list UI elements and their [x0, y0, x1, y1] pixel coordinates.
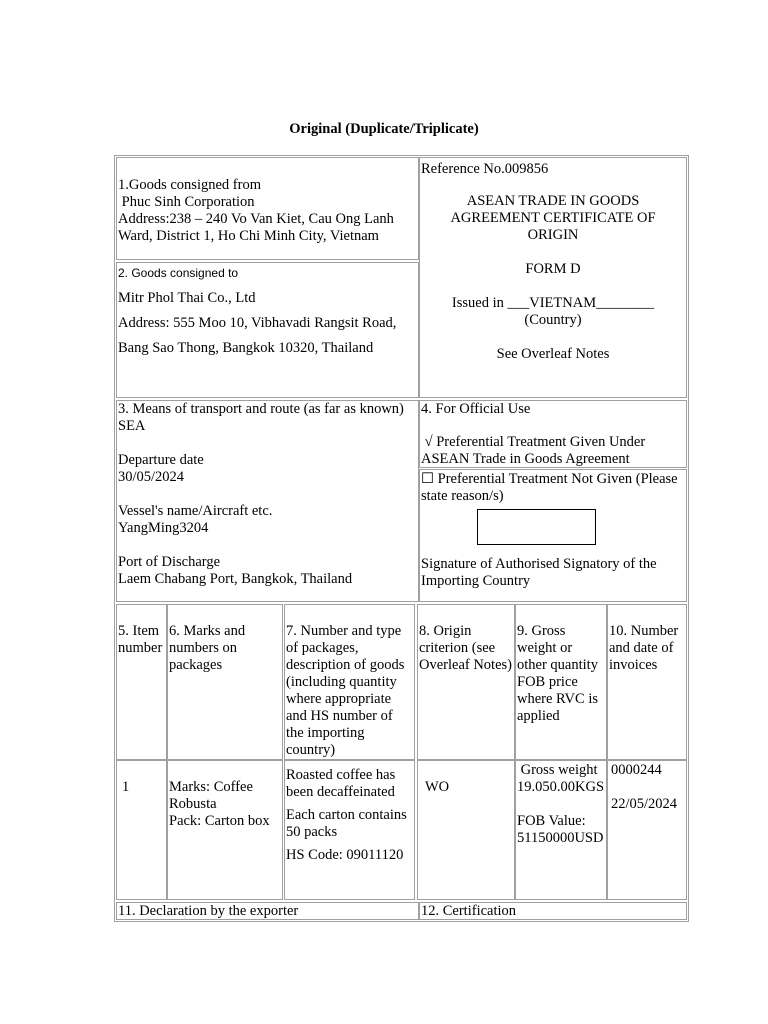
col-header-origin-criterion	[417, 604, 515, 760]
box-declaration-exporter	[116, 902, 419, 920]
preferential-given: √ Preferential Treatment Given Under ASEAN Trade in Goods Agreement	[421, 434, 649, 467]
hs-code: HS Code: 09011120	[286, 847, 404, 863]
box11-heading: 11. Declaration by the exporter	[118, 903, 299, 919]
box12-heading: 12. Certification	[421, 903, 517, 919]
consignee-address-line1: Address: 555 Moo 10, Vibhavadi Rangsit Road,	[118, 315, 397, 331]
col-header-origin-criterion-text: 8. Origin criterion (see Overleaf Notes)	[419, 623, 512, 673]
gross-weight-value: 19.050.00KGS	[517, 779, 605, 795]
col-header-gross-weight	[515, 604, 607, 760]
row-invoices	[607, 760, 687, 900]
origin-criterion: WO	[425, 779, 450, 795]
vessel-label: Vessel's name/Aircraft etc.	[118, 503, 273, 519]
col-header-gross-weight-text: 9. Gross weight or other quantity FOB price where RVC is applied	[517, 623, 598, 724]
certificate-title: ASEAN TRADE IN GOODS AGREEMENT CERTIFICATE OF ORIGIN	[450, 193, 656, 243]
row-item-number	[116, 760, 167, 900]
box-means-of-transport	[116, 400, 419, 602]
signature-caption: Signature of Authorised Signatory of the Importing Country	[421, 556, 661, 589]
exporter-address: Address:238 – 240 Vo Van Kiet, Cau Ong Lanh Ward, District 1, Ho Chi Minh City, Vietnam	[118, 211, 398, 244]
box1-heading: 1.Goods consigned from	[118, 177, 261, 193]
invoice-number: 0000244	[611, 762, 662, 778]
col-header-item-number	[116, 604, 167, 760]
col-header-invoices	[607, 604, 687, 760]
goods-description: Roasted coffee has been decaffeinated	[286, 767, 399, 800]
port-of-discharge: Laem Chabang Port, Bangkok, Thailand	[118, 571, 353, 587]
transport-mode: SEA	[118, 418, 146, 434]
overleaf-notes: See Overleaf Notes	[496, 346, 610, 362]
fob-value: 51150000USD	[517, 830, 604, 846]
reference-number: Reference No.009856	[421, 161, 549, 177]
box-certification	[419, 902, 687, 920]
preferential-not-given: ☐ Preferential Treatment Not Given (Please state reason/s)	[421, 471, 682, 504]
document-title: Original (Duplicate/Triplicate)	[289, 121, 479, 137]
country-label: (Country)	[524, 312, 582, 328]
item-number: 1	[122, 779, 130, 795]
col-header-item-number-text: 5. Item number	[118, 623, 163, 656]
col-header-invoices-text: 10. Number and date of invoices	[609, 623, 679, 673]
col-header-description	[284, 604, 415, 760]
exporter-name: Phuc Sinh Corporation	[118, 194, 255, 210]
invoice-date: 22/05/2024	[611, 796, 678, 812]
row-marks	[167, 760, 283, 900]
col-header-marks-text: 6. Marks and numbers on packages	[169, 623, 246, 673]
form-type: FORM D	[525, 261, 581, 277]
departure-label: Departure date	[118, 452, 204, 468]
packing-description: Each carton contains 50 packs	[286, 807, 411, 840]
departure-date: 30/05/2024	[118, 469, 185, 485]
gross-weight-label: Gross weight	[517, 762, 598, 778]
issued-in: Issued in ___VIETNAM________	[451, 295, 655, 311]
box-goods-consigned-from	[116, 157, 419, 260]
box2-heading: 2. Goods consigned to	[118, 266, 239, 280]
row-description	[284, 760, 415, 900]
vessel-name: YangMing3204	[118, 520, 209, 536]
col-header-marks	[167, 604, 283, 760]
consignee-address-line2: Bang Sao Thong, Bangkok 10320, Thailand	[118, 340, 374, 356]
box4-heading: 4. For Official Use	[421, 401, 531, 417]
port-label: Port of Discharge	[118, 554, 221, 570]
box-certificate-header	[419, 157, 687, 398]
reason-box	[477, 509, 596, 545]
fob-label: FOB Value:	[517, 813, 586, 829]
col-header-description-text: 7. Number and type of packages, description of goods (including quantity where appropriate and HS number of the importing country)	[286, 623, 405, 758]
box-official-use	[419, 400, 687, 468]
consignee-name: Mitr Phol Thai Co., Ltd	[118, 290, 256, 306]
row-gross-weight	[515, 760, 607, 900]
box-goods-consigned-to	[116, 262, 419, 398]
marks-text: Marks: Coffee Robusta	[169, 779, 257, 812]
row-origin-criterion	[417, 760, 515, 900]
box3-heading: 3. Means of transport and route (as far as known)	[118, 401, 404, 417]
pack-text: Pack: Carton box	[169, 813, 270, 829]
